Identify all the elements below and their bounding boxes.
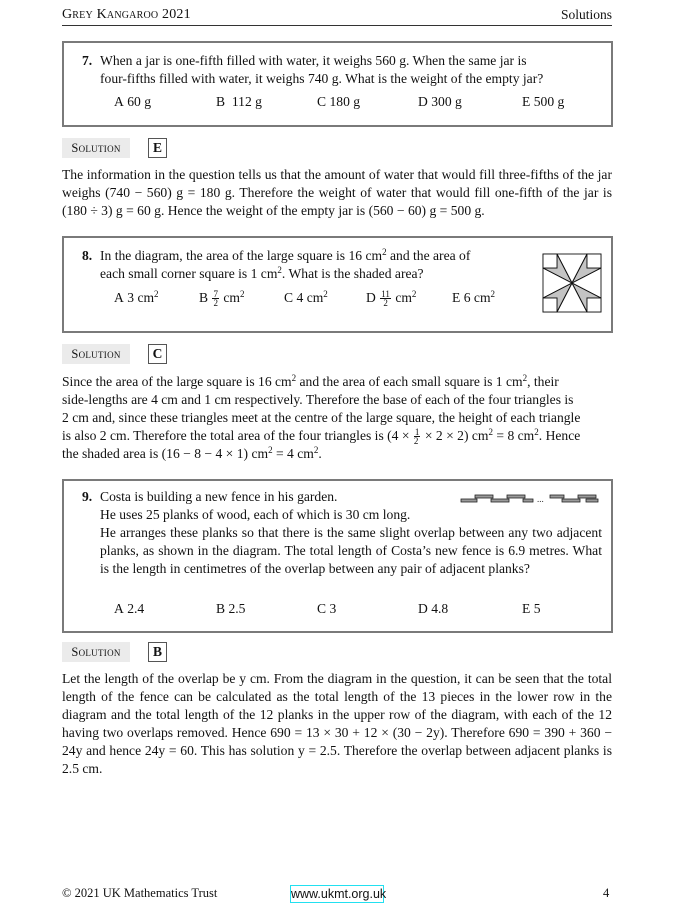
question-line: He arranges these planks so that there is the same slight overlap between any two adjacent planks, as shown in the diagram. The total length of Costa’s new fence is 6.9 metres. What is the length in centimetres of the overlap between any pair of adjacent planks? bbox=[100, 525, 602, 576]
option-b: B 112 g bbox=[216, 94, 262, 109]
question-number: 7. bbox=[82, 53, 93, 68]
option-c: C 180 g bbox=[317, 94, 361, 109]
answer-badge: E bbox=[148, 138, 167, 158]
answer-badge: B bbox=[148, 642, 167, 662]
option-e: E 500 g bbox=[522, 94, 565, 109]
svg-text:...: ... bbox=[537, 494, 544, 504]
fence-planks-diagram-icon bbox=[460, 493, 600, 505]
question-7-text bbox=[82, 52, 602, 88]
option-d: D 4.8 bbox=[418, 601, 449, 616]
option-b: B $\frac{7}{2}$ $cm^2$ bbox=[199, 289, 245, 308]
solution-line: is also 2 cm. Therefore the total area of the four triangles is (4 × $\frac{1}{2}$ × 2 × 2) $cm^2 = 8$ $cm^2$. Hence bbox=[62, 427, 581, 446]
option-b: B 2.5 bbox=[216, 601, 246, 616]
question-8-text bbox=[82, 247, 522, 283]
option-c: C 4 $cm^2$ bbox=[284, 289, 328, 305]
question-line: He uses 25 planks of wood, each of which is 30 cm long. bbox=[100, 507, 411, 522]
copyright: © 2021 UK Mathematics Trust bbox=[62, 886, 218, 900]
question-8-box bbox=[62, 236, 613, 333]
section-title: Solutions bbox=[560, 7, 612, 22]
option-a: A 60 g bbox=[114, 94, 152, 109]
option-c: C 3 bbox=[317, 601, 337, 616]
question-7-box bbox=[62, 41, 613, 127]
answer-badge: C bbox=[148, 344, 167, 364]
question-line: each small corner square is 1 $cm^2$. What is the shaded area? bbox=[100, 265, 424, 281]
question-line: In the diagram, the area of the large square is 16 $cm^2$ and the area of bbox=[100, 247, 471, 263]
option-e: E 6 $cm^2$ bbox=[452, 289, 496, 305]
solution-line: 2 cm and, since these triangles meet at the centre of the large square, the height of each triangle bbox=[62, 410, 581, 425]
website-link[interactable]: www.ukmt.org.uk bbox=[291, 887, 387, 901]
solution-label: Solution bbox=[62, 642, 130, 662]
solution-7-text: The information in the question tells us that the amount of water that would fill three-fifths of the jar weighs (740 − 560) g = 180 g. Therefore the weight of water that would fill one-fifth of the jar is (180 ÷ 3) g = 60 g. Hence the weight of the empty jar is (560 − 60) g = 500 g. bbox=[62, 167, 612, 218]
option-d: D 300 g bbox=[418, 94, 462, 109]
option-d: D $\frac{11}{2}$ $cm^2$ bbox=[366, 289, 417, 308]
solution-8-text bbox=[62, 373, 612, 463]
question-9-box bbox=[62, 479, 613, 633]
option-a: A 3 $cm^2$ bbox=[114, 289, 159, 305]
option-a: A 2.4 bbox=[114, 601, 145, 616]
question-line: four-fifths filled with water, it weighs 740 g. What is the weight of the empty jar? bbox=[100, 71, 544, 86]
solution-line: Since the area of the large square is 16 $cm^2$ and the area of each small square is 1 $cm^2$, their bbox=[62, 373, 559, 389]
star-square-diagram-icon bbox=[542, 253, 602, 313]
page-number: 4 bbox=[603, 886, 610, 900]
solution-9-text: Let the length of the overlap be y cm. From the diagram in the question, it can be seen that the total length of the fence can be calculated as the total length of the 13 pieces in the lower row in the diagram and the total length of the 12 planks in the upper row of the diagram, with each of the 12 having two overlaps removed. Hence 690 = 13 × 30 + 12 × (30 − 2y). Therefore 690 = 390 + 360 − 24y and hence 24y = 60. This has solution y = 2.5. Therefore the overlap between adjacent planks is 2.5 cm. bbox=[62, 671, 612, 776]
page-header bbox=[62, 6, 612, 26]
question-number: 8. bbox=[82, 248, 93, 263]
solution-line: the shaded area is (16 − 8 − 4 × 1) $cm^2 = 4$ $cm^2$. bbox=[62, 445, 322, 461]
solution-label: Solution bbox=[62, 138, 130, 158]
solution-line: side-lengths are 4 cm and 1 cm respectively. Therefore the base of each of the four triangles is bbox=[62, 392, 574, 407]
question-line: Costa is building a new fence in his garden. bbox=[100, 489, 338, 504]
option-e: E 5 bbox=[522, 601, 541, 616]
question-number: 9. bbox=[82, 489, 93, 504]
document-title: Grey Kangaroo 2021 bbox=[62, 7, 191, 22]
solution-label: Solution bbox=[62, 344, 130, 364]
question-line: When a jar is one-fifth filled with water, it weighs 560 g. When the same jar is bbox=[100, 53, 527, 68]
